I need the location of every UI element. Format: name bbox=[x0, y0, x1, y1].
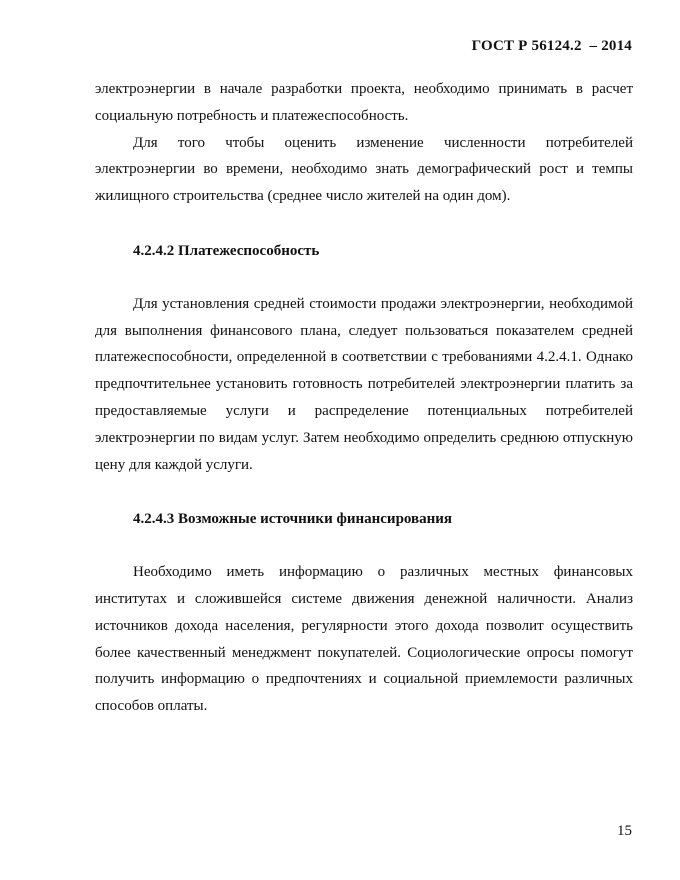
paragraph-solvency: Для установления средней стоимости продажи электроэнергии, необходимой для выполнения финансового плана, следует пользоваться показателем средней платежеспособности, определенной в соответствии с требованиями 4.2.4.1. Однако предпочтительнее установить готовность потребителей электроэнергии платить за предоставляемые услуги и распределение потенциальных потребителей электроэнергии по видам услуг. Затем необходимо определить среднюю отпускную цену для каждой услуги. bbox=[95, 295, 633, 473]
paragraph-consumer-population: Для того чтобы оценить изменение численности потребителей электроэнергии во времени, необходимо знать демографический рост и темпы жилищного строительства (среднее число жителей на один дом). bbox=[95, 134, 633, 205]
section-heading-financing-sources: 4.2.4.3 Возможные источники финансирования bbox=[133, 511, 453, 528]
paragraph-continuation: электроэнергии в начале разработки проекта, необходимо принимать в расчет социальную потребность и платежеспособность. bbox=[95, 81, 633, 124]
section-heading-solvency: 4.2.4.2 Платежеспособность bbox=[133, 242, 320, 259]
spacer bbox=[95, 478, 633, 506]
paragraph-financing-sources: Необходимо иметь информацию о различных местных финансовых институтах и сложившейся системе движения денежной наличности. Анализ источников дохода населения, регулярности этого дохода позволит осуществить более качественный менеджмент покупателей. Социологические опросы помогут получить информацию о предпочтениях и социальной приемлемости различных способов оплаты. bbox=[95, 564, 633, 715]
document-header: ГОСТ Р 56124.2 – 2014 bbox=[471, 38, 632, 54]
spacer bbox=[95, 210, 633, 238]
spacer bbox=[95, 533, 633, 559]
document-body bbox=[95, 76, 633, 720]
page-number: 15 bbox=[617, 823, 632, 839]
spacer bbox=[95, 265, 633, 291]
